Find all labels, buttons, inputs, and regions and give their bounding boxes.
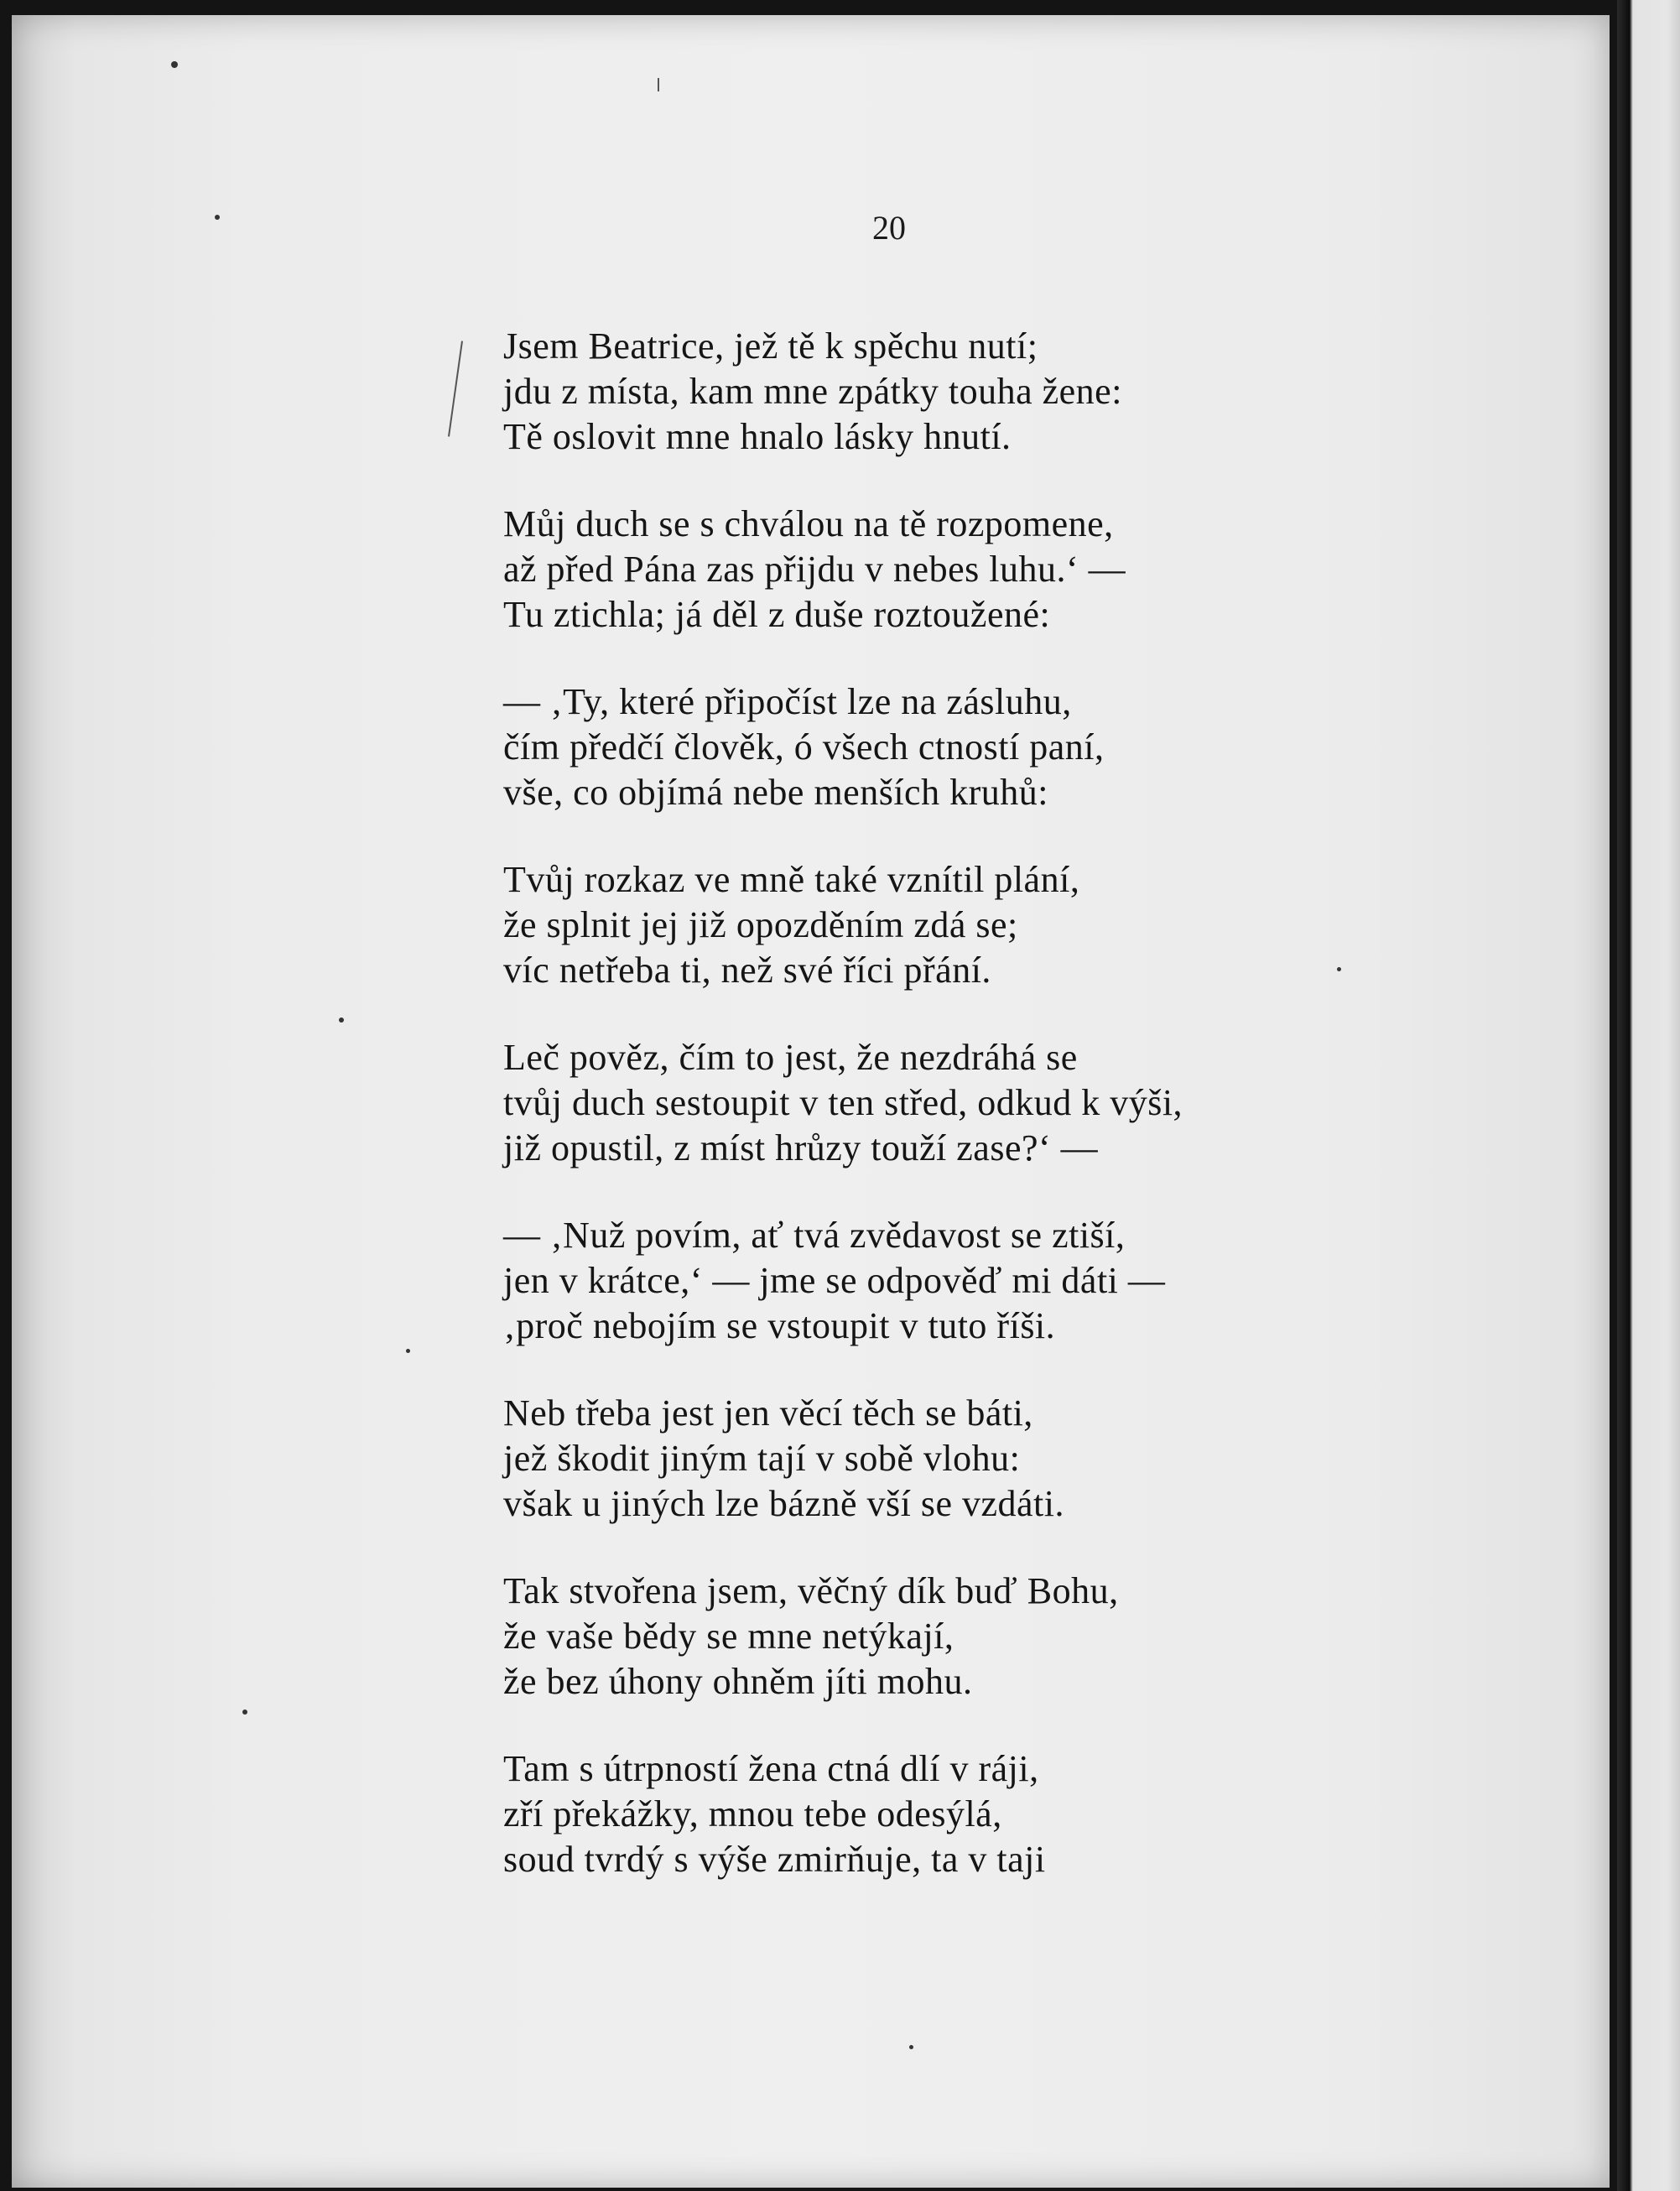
stanza: [503, 1391, 1183, 1527]
verse-line: jdu z místa, kam mne zpátky touha žene:: [503, 371, 1122, 412]
verse-line: čím předčí člověk, ó všech ctností paní,: [503, 726, 1105, 768]
verse-line: Tak stvořena jsem, věčný dík buď Bohu,: [503, 1570, 1119, 1611]
verse-line: Tu ztichla; já děl z duše roztoužené:: [503, 594, 1051, 635]
stanza: [503, 1746, 1183, 1882]
verse-line: až před Pána zas přijdu v nebes luhu.‘ —: [503, 549, 1126, 590]
adjacent-page-edge: [1617, 0, 1680, 2191]
ink-speck: [406, 1349, 410, 1353]
margin-mark: [658, 78, 659, 91]
verse-line: tvůj duch sestoupit v ten střed, odkud k výši,: [503, 1082, 1183, 1123]
verse-line: Můj duch se s chválou na tě rozpomene,: [503, 503, 1114, 544]
verse-line: soud tvrdý s výše zmirňuje, ta v taji: [503, 1839, 1046, 1880]
poem-text: [503, 324, 1183, 1882]
verse-line: — ‚Nuž povím, ať tvá zvědavost se ztiší,: [503, 1215, 1126, 1256]
stanza: [503, 1569, 1183, 1704]
margin-pencil-mark: [448, 341, 463, 436]
verse-line: Tě oslovit mne hnalo lásky hnutí.: [503, 416, 1012, 457]
verse-line: — ‚Ty, které připočíst lze na zásluhu,: [503, 681, 1072, 722]
verse-line: však u jiných lze bázně vší se vzdáti.: [503, 1483, 1065, 1524]
verse-line: již opustil, z míst hrůzy touží zase?‘ —: [503, 1127, 1099, 1168]
verse-line: víc netřeba ti, než své říci přání.: [503, 950, 991, 991]
stanza: [503, 324, 1183, 460]
ink-speck: [1337, 967, 1341, 971]
page-number: 20: [872, 209, 906, 247]
ink-speck: [242, 1710, 247, 1715]
ink-speck: [171, 61, 178, 68]
verse-line: jen v krátce,‘ — jme se odpověď mi dáti —: [503, 1260, 1166, 1301]
stanza: [503, 1035, 1183, 1171]
verse-line: zří překážky, mnou tebe odesýlá,: [503, 1793, 1002, 1835]
verse-line: ‚proč nebojím se vstoupit v tuto říši.: [503, 1305, 1056, 1346]
stanza: [503, 1213, 1183, 1349]
verse-line: že bez úhony ohněm jíti mohu.: [503, 1661, 973, 1702]
verse-line: vše, co objímá nebe menších kruhů:: [503, 772, 1048, 813]
stanza: [503, 679, 1183, 815]
verse-line: Neb třeba jest jen věcí těch se báti,: [503, 1392, 1033, 1434]
verse-line: jež škodit jiným tají v sobě vlohu:: [503, 1438, 1021, 1479]
ink-speck: [909, 2045, 913, 2049]
stanza: [503, 857, 1183, 993]
verse-line: Jsem Beatrice, jež tě k spěchu nutí;: [503, 325, 1038, 367]
verse-line: Tvůj rozkaz ve mně také vznítil plání,: [503, 859, 1080, 900]
verse-line: Leč pověz, čím to jest, že nezdráhá se: [503, 1037, 1078, 1078]
verse-line: Tam s útrpností žena ctná dlí v ráji,: [503, 1748, 1039, 1789]
ink-speck: [339, 1017, 344, 1023]
verse-line: že vaše bědy se mne netýkají,: [503, 1616, 954, 1657]
stanza: [503, 502, 1183, 638]
verse-line: že splnit jej již opozděním zdá se;: [503, 904, 1018, 945]
